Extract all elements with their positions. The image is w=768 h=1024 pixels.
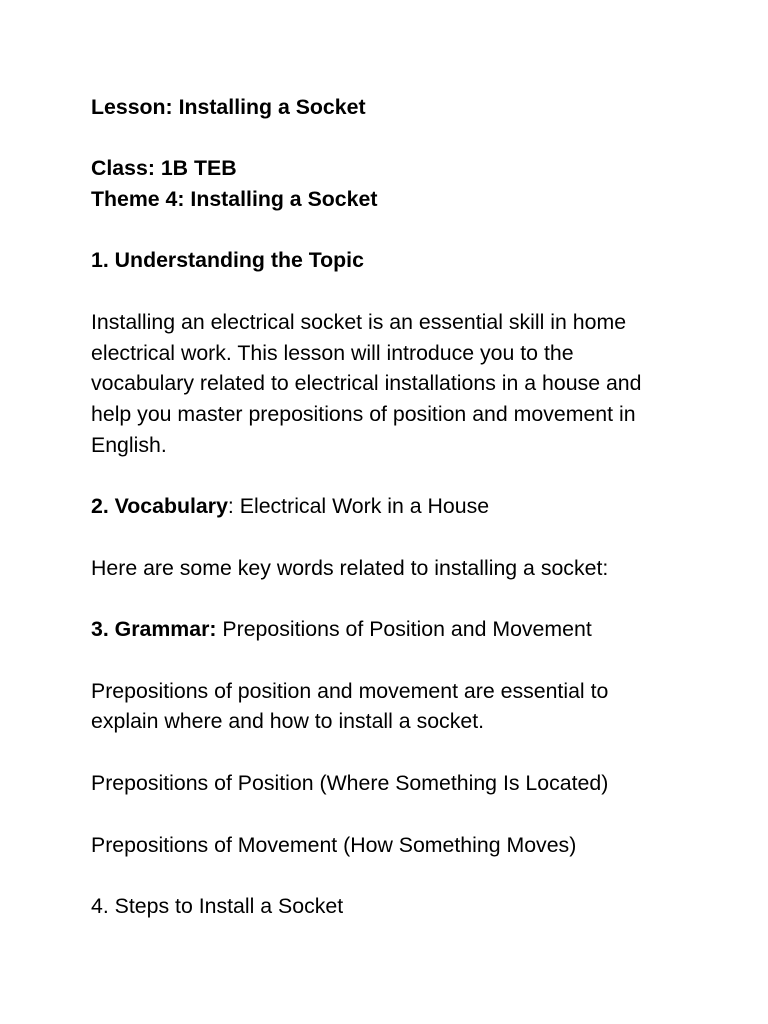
section-1-heading: 1. Understanding the Topic (91, 248, 364, 272)
section-2-intro: Here are some key words related to installing a socket: (91, 556, 609, 580)
section-1-line-4: help you master prepositions of position and movement in (91, 402, 636, 426)
section-3-heading (91, 614, 592, 645)
lesson-title: Lesson: Installing a Socket (91, 95, 366, 119)
section-3-line-2: explain where and how to install a socket. (91, 709, 485, 733)
section-2-heading-label: 2. Vocabulary (91, 494, 228, 518)
section-4-heading: 4. Steps to Install a Socket (91, 894, 344, 918)
section-1-line-2: electrical work. This lesson will introduce you to the (91, 341, 574, 365)
movement-subheading: Prepositions of Movement (How Something Moves) (91, 833, 577, 857)
section-2-heading-text: : Electrical Work in a House (227, 494, 490, 518)
section-3-line-1: Prepositions of position and movement are essential to (91, 679, 609, 703)
section-1-line-1: Installing an electrical socket is an essential skill in home (91, 310, 627, 334)
section-2-heading (91, 491, 489, 522)
section-3-heading-label: 3. Grammar: (91, 617, 217, 641)
section-1-line-5: English. (91, 433, 167, 457)
section-3-heading-text: Prepositions of Position and Movement (216, 617, 592, 641)
class-line: Class: 1B TEB (91, 156, 237, 180)
position-subheading: Prepositions of Position (Where Something Is Located) (91, 771, 609, 795)
theme-line: Theme 4: Installing a Socket (91, 187, 378, 211)
section-1-line-3: vocabulary related to electrical installations in a house and (91, 371, 642, 395)
